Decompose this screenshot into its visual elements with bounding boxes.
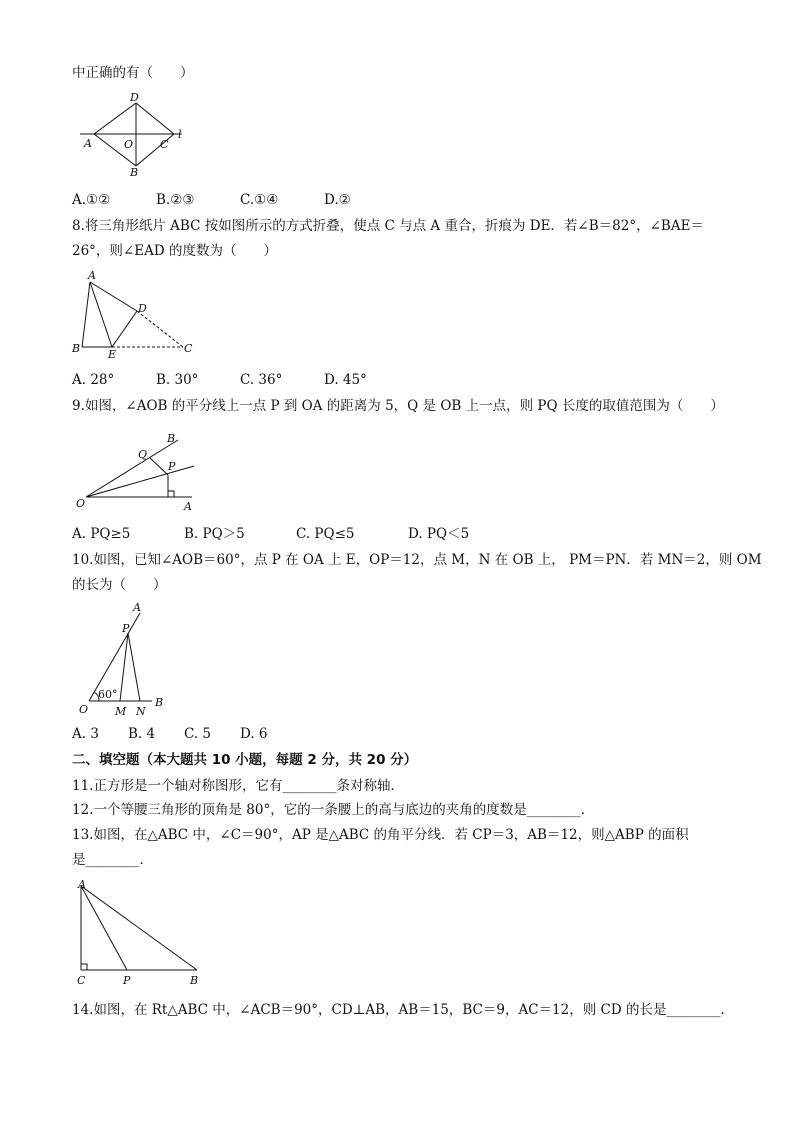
- q13-right-angle-mark: [81, 964, 87, 970]
- q8-label-D: D: [138, 302, 147, 315]
- q7-option-b[interactable]: B.②③: [156, 192, 195, 208]
- q10-option-a[interactable]: A. 3: [72, 726, 99, 742]
- q9-option-c[interactable]: C. PQ≤5: [296, 526, 355, 542]
- q13-label-C: C: [77, 974, 86, 987]
- q9-right-angle-mark: [168, 491, 174, 497]
- q7-label-D: D: [130, 92, 139, 104]
- q7-label-O: O: [124, 138, 134, 151]
- q8-question-line1: 8.将三角形纸片 ABC 按如图所示的方式折叠，使点 C 与点 A 重合，折痕为 DE．若∠B＝82°，∠BAE＝: [72, 218, 704, 234]
- q13-label-P: P: [123, 974, 131, 987]
- q8-label-E: E: [108, 348, 117, 360]
- section-heading-fill-blank: 二、填空题（本大题共 10 小题，每题 2 分，共 20 分）: [72, 752, 418, 768]
- q8-side-AB: [82, 282, 90, 347]
- q7-rhombus-figure: [74, 92, 186, 178]
- q8-question-line2: 26°，则∠EAD 的度数为（ ）: [72, 243, 277, 259]
- q10-segment-PM: [120, 633, 128, 701]
- q8-option-d[interactable]: D. 45°: [324, 372, 367, 388]
- q10-label-M: M: [115, 705, 127, 718]
- q10-question-line1: 10.如图，已知∠AOB＝60°，点 P 在 OA 上 E，OP＝12，点 M，N 在 OB 上， PM＝PN．若 MN＝2，则 OM: [72, 552, 762, 568]
- q10-label-O: O: [79, 703, 89, 716]
- q8-segment-AD: [90, 282, 137, 311]
- q10-question-line2: 的长为（ ）: [72, 577, 167, 593]
- q7-option-d[interactable]: D.②: [324, 192, 351, 208]
- q9-option-b[interactable]: B. PQ＞5: [184, 526, 245, 542]
- q10-angle-figure: [76, 600, 176, 718]
- q13-question-line1: 13.如图，在△ABC 中，∠C＝90°，AP 是△ABC 的角平分线．若 CP＝3，AB＝12，则△ABP 的面积: [72, 827, 689, 843]
- q13-side-AB: [81, 886, 197, 970]
- q9-option-d[interactable]: D. PQ＜5: [408, 526, 470, 542]
- q8-label-A: A: [88, 269, 96, 282]
- q13-label-A: A: [78, 878, 86, 891]
- q7-option-a[interactable]: A.①②: [72, 192, 111, 208]
- q9-label-O: O: [76, 497, 86, 510]
- q9-label-Q: Q: [138, 448, 148, 461]
- q8-option-a[interactable]: A. 28°: [72, 372, 115, 388]
- q12-question: 12.一个等腰三角形的顶角是 80°，它的一条腰上的高与底边的夹角的度数是________．: [72, 802, 595, 818]
- q11-question: 11.正方形是一个轴对称图形，它有________条对称轴．: [72, 778, 404, 794]
- q9-options: [72, 524, 469, 544]
- q13-label-B: B: [190, 974, 199, 987]
- q9-bisector: [86, 466, 194, 497]
- q10-label-B: B: [155, 696, 164, 709]
- q9-question-line1: 9.如图，∠AOB 的平分线上一点 P 到 OA 的距离为 5，Q 是 OB 上一点，则 PQ 长度的取值范围为（ ）: [72, 398, 724, 414]
- q10-option-c[interactable]: C. 5: [184, 726, 212, 742]
- q10-label-A: A: [133, 601, 141, 614]
- q10-label-P: P: [122, 622, 130, 635]
- q8-options: [72, 370, 367, 390]
- q10-angle-60: 60°: [98, 688, 118, 701]
- q10-label-N: N: [136, 705, 146, 718]
- q7-label-B: B: [130, 166, 139, 178]
- q13-question-line2: 是________．: [72, 852, 153, 868]
- q9-segment-PQ: [150, 458, 168, 475]
- q9-angle-figure: [72, 428, 202, 514]
- q8-label-B: B: [72, 342, 81, 355]
- q14-question: 14.如图，在 Rt△ABC 中，∠ACB＝90°，CD⊥AB，AB＝15，BC＝9，AC＝12，则 CD 的长是________．: [72, 1002, 734, 1018]
- q8-option-b[interactable]: B. 30°: [156, 372, 199, 388]
- q9-ray-OB: [86, 440, 178, 497]
- q7-option-c[interactable]: C.①④: [240, 192, 279, 208]
- q10-option-d[interactable]: D. 6: [240, 726, 268, 742]
- q13-bisector-AP: [81, 886, 127, 970]
- q9-label-A: A: [184, 500, 192, 513]
- q8-triangle-figure: [70, 268, 200, 360]
- q9-option-a[interactable]: A. PQ≥5: [72, 526, 131, 542]
- q7-side-AD: [94, 103, 136, 134]
- q7-options: [72, 190, 351, 210]
- q7-label-l: l: [178, 128, 182, 141]
- q7-label-C: C: [160, 138, 169, 151]
- q8-label-C: C: [184, 342, 193, 355]
- q7-question-tail: 中正确的有（ ）: [72, 65, 194, 81]
- q10-segment-PN: [128, 633, 140, 701]
- q8-fold-ED: [112, 311, 137, 347]
- q8-dashed-DC: [137, 311, 183, 347]
- q10-option-b[interactable]: B. 4: [128, 726, 156, 742]
- q7-side-DC: [136, 103, 174, 134]
- q13-triangle-figure: [70, 876, 206, 988]
- q7-label-A: A: [84, 137, 92, 150]
- q8-option-c[interactable]: C. 36°: [240, 372, 283, 388]
- q9-label-B: B: [167, 432, 176, 445]
- q8-segment-AE: [90, 282, 112, 347]
- q9-label-P: P: [168, 460, 176, 473]
- q10-options: [72, 724, 268, 744]
